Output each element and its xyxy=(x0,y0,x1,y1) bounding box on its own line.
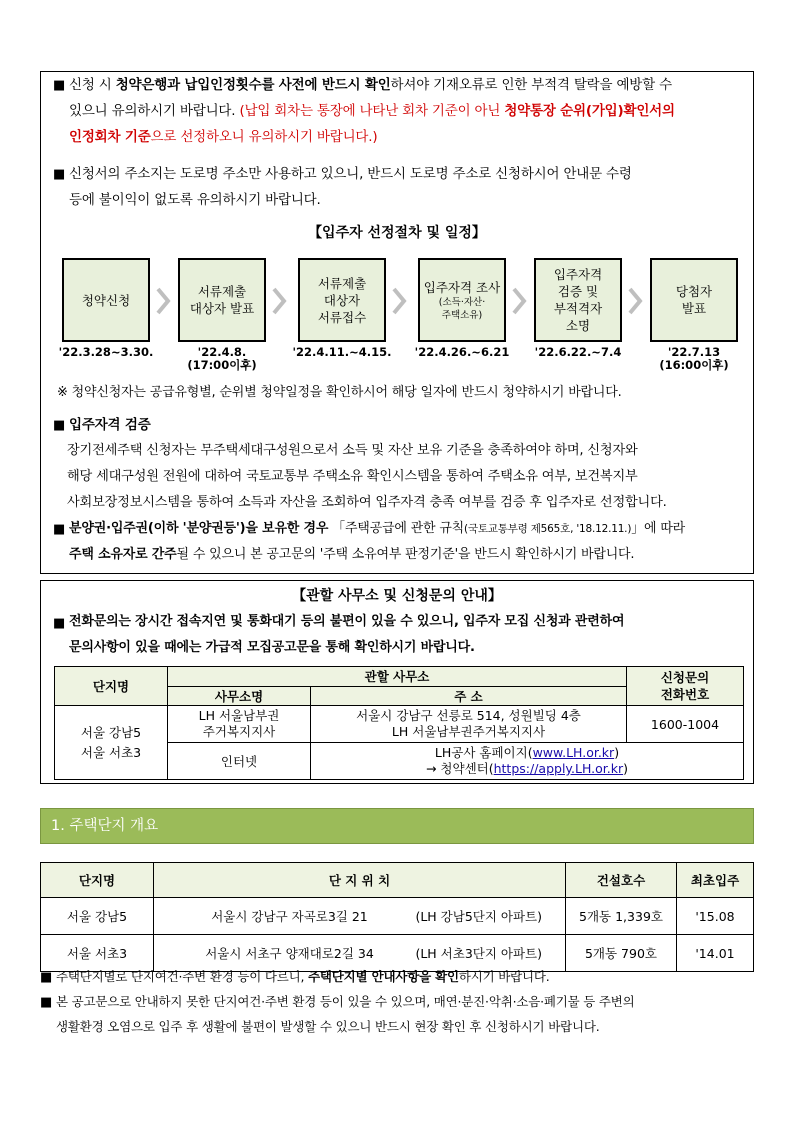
notice-paragraph-2: 신청서의 주소지는 도로명 주소만 사용하고 있으니, 반드시 도로명 주소로 신청하시어 안내문 수령 등에 불이익이 없도록 유의하시기 바랍니다. xyxy=(69,166,632,208)
complex-note-1: ■ 주택단지별로 단지여건·주변 환경 등이 다르니, 주택단지별 안내사항을 확인하시기 바랍니다. xyxy=(40,965,760,990)
step-date: '22.6.22.~7.4 xyxy=(534,345,622,359)
header-office: 관할 사무소 xyxy=(168,667,627,687)
phone-cell: 1600-1004 xyxy=(627,706,744,743)
header-units: 건설호수 xyxy=(566,863,677,898)
bullet-icon: ■ xyxy=(53,78,66,93)
bullet-icon: ■ xyxy=(53,616,66,631)
notice-paragraph-1: 신청 시 청약은행과 납입인정횟수를 사전에 반드시 확인하셔야 기재오류로 인한 부적격 탈락을 예방할 수 있으니 유의하시기 바랍니다. (납입 회차는 통장에 나타난 회차 기준이 아닌 청약통장 순위(가입)확인서의 인정회차 기준으로 선정하오니 유의하시기 바랍니다.) xyxy=(69,77,675,145)
complex-note-2: ■ 본 공고문으로 안내하지 못한 단지여건·주변 환경 등이 있을 수 있으며, 매연·분진·악취·소음·폐기물 등 주변의 생활환경 오염으로 입주 후 생활에 불편이 발생할 수 있으니 반드시 현장 확인 후 신청하시기 바랍니다. xyxy=(40,990,760,1039)
step-label: 당첨자 발표 xyxy=(675,284,713,316)
web-cell: LH공사 홈페이지(www.LH.or.kr) → 청약센터(https://apply.LH.or.kr) xyxy=(311,743,744,780)
step-box xyxy=(650,258,738,342)
step-box xyxy=(534,258,622,342)
procedure-title: 【입주자 선정절차 및 일정】 xyxy=(308,225,486,241)
header-office-name: 사무소명 xyxy=(168,686,311,706)
office-table xyxy=(54,666,744,780)
header-complex: 단지명 xyxy=(55,667,168,706)
office-title: 【관할 사무소 및 신청문의 안내】 xyxy=(292,588,502,604)
procedure-note: ※ 청약신청자는 공급유형별, 순위별 청약일정을 확인하시어 해당 일자에 반드시 청약하시기 바랍니다. xyxy=(57,385,622,400)
step-label: 청약신청 xyxy=(81,292,131,308)
step-box xyxy=(298,258,386,342)
complex-cell: 서울 강남5 서울 서초3 xyxy=(55,706,168,780)
apply-center-link[interactable]: https://apply.LH.or.kr xyxy=(493,761,624,776)
bullet-icon: ■ xyxy=(53,167,66,182)
step-date: '22.4.11.~4.15. xyxy=(292,345,392,359)
header-address: 주 소 xyxy=(311,686,627,706)
step-label: 입주자격 검증 및 부적격자 소명 xyxy=(553,267,603,333)
bullet-icon: ■ xyxy=(53,522,66,537)
table-row: 서울 서초3 서울시 서초구 양재대로2길 34 (LH 서초3단지 아파트) 5개동 790호 '14.01 xyxy=(41,935,754,972)
bullet-icon: ■ xyxy=(40,970,53,985)
step-box xyxy=(178,258,266,342)
presale-rule: 분양권·입주권(이하 '분양권등')을 보유한 경우 「주택공급에 관한 규칙(국토교통부령 제565호, '18.12.11.)」에 따라 주택 소유자로 간주될 수 있으니 본 공고문의 '주택 소유여부 판정기준'을 반드시 확인하시기 바랍니다. xyxy=(69,521,686,562)
chevron-right-icon xyxy=(390,286,408,316)
step-date: '22.3.28~3.30. xyxy=(58,345,154,359)
internet-cell: 인터넷 xyxy=(168,743,311,780)
header-location: 단 지 위 치 xyxy=(154,863,566,898)
office-box xyxy=(40,580,754,784)
step-box xyxy=(62,258,150,342)
verify-heading: 입주자격 검증 xyxy=(69,417,151,433)
step-date: '22.4.8. (17:00이후) xyxy=(187,345,257,372)
bullet-icon: ■ xyxy=(53,418,66,433)
bullet-icon: ■ xyxy=(40,995,53,1010)
office-notice: 전화문의는 장시간 접속지연 및 통화대기 등의 불편이 있을 수 있으니, 입주자 모집 신청과 관련하여 문의사항이 있을 때에는 가급적 모집공고문을 통해 확인하시기 바랍니다. xyxy=(69,614,625,655)
step-sublabel: (소득·자산· 주택소유) xyxy=(438,296,486,321)
notice-box xyxy=(40,71,754,574)
step-box xyxy=(418,258,506,342)
verify-text: 장기전세주택 신청자는 무주택세대구성원으로서 소득 및 자산 보유 기준을 충족하여야 하며, 신청자와 해당 세대구성원 전원에 대하여 국토교통부 주택소유 확인시스템을 통하여 주택소유 여부, 보건복지부 사회보장정보시스템을 통하여 소득과 자산을 조회하여 입주자격 충족 여부를 검증 후 입주자로 선정합니다. xyxy=(67,443,667,510)
complex-table xyxy=(40,862,754,972)
step-date: '22.7.13 (16:00이후) xyxy=(659,345,729,372)
step-label: 서류제출 대상자 발표 xyxy=(189,284,255,316)
chevron-right-icon xyxy=(270,286,288,316)
step-label: 서류제출 대상자 서류접수 xyxy=(317,275,367,325)
header-contact: 신청문의 전화번호 xyxy=(627,667,744,706)
address-cell: 서울시 강남구 선릉로 514, 성원빌딩 4층 LH 서울남부권주거복지지사 xyxy=(311,706,627,743)
header-first-move: 최초입주 xyxy=(677,863,754,898)
section-1-title: 1. 주택단지 개요 xyxy=(40,808,754,844)
chevron-right-icon xyxy=(510,286,528,316)
chevron-right-icon xyxy=(154,286,172,316)
office-name-cell: LH 서울남부권 주거복지지사 xyxy=(168,706,311,743)
chevron-right-icon xyxy=(626,286,644,316)
step-label: 입주자격 조사 xyxy=(423,279,501,295)
lh-homepage-link[interactable]: www.LH.or.kr xyxy=(532,745,615,760)
header-complex-name: 단지명 xyxy=(41,863,154,898)
table-row: 서울 강남5 서울시 강남구 자곡로3길 21 (LH 강남5단지 아파트) 5개동 1,339호 '15.08 xyxy=(41,898,754,935)
step-date: '22.4.26.~6.21 xyxy=(414,345,510,359)
